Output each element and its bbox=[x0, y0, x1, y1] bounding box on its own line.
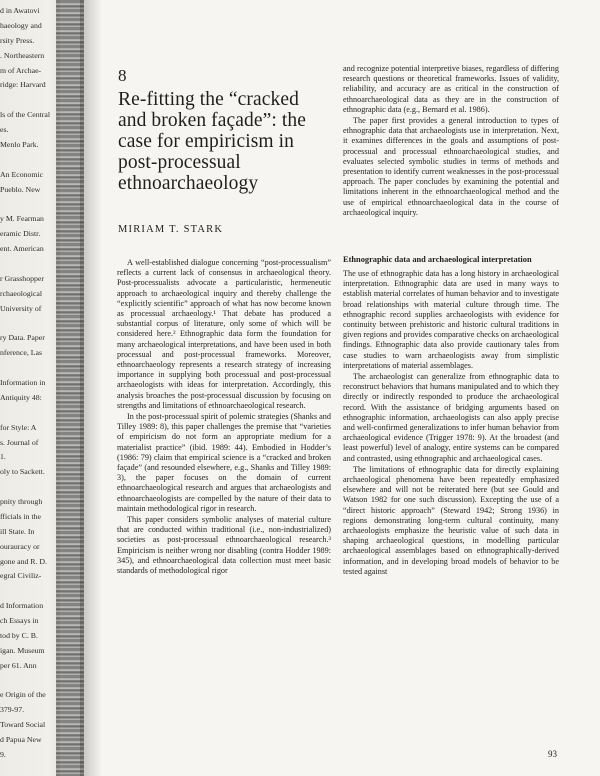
margin-fragment-line: . Northeastern bbox=[0, 50, 45, 60]
margin-fragment-line: nference, Las bbox=[0, 348, 42, 358]
paragraph: A well-established dialogue concerning “post-processualism” reflects a current lack of consensus in archaeological theory. Post-processualists advocate a particularistic, hermeneutic approach to archaeological inquiry and thereby challenge the “explicitly scientific” approach of what has now become known as processual archaeology.¹ That debate has produced a substantial corpus of literature, only some of which will be considered here.² Ethnographic data form the foundation for many archaeological interpretations, and have been used in both processual and post-processual frameworks. Moreover, ethnoarchaeology represents a research strategy of increasing importance in supplying both processual and post-processual archaeologists with ideas for interpretation. Accordingly, this analysis broaches the post-processual discussion by focusing on strengths and limitations of ethnoarchaeological research. bbox=[117, 258, 331, 410]
margin-fragment-line: d Papua New bbox=[0, 735, 42, 745]
margin-fragment-line: d in Awatovi bbox=[0, 6, 40, 15]
margin-fragment-line: Menlo Park. bbox=[0, 139, 39, 149]
margin-fragment-line: y M. Fearman bbox=[0, 214, 44, 224]
margin-fragment-line: ill State. In bbox=[0, 526, 35, 536]
margin-fragment-line: University of bbox=[0, 303, 42, 313]
margin-fragment-line: Antiquity 48: bbox=[0, 392, 42, 402]
paragraph: The limitations of ethnographic data for directly explaining archaeological phenomena have been repeatedly emphasized elsewhere and will not be reiterated here (but see Gould and Watson 1982 for one such discussion). Excepting the use of a “direct historic approach” (Steward 1942; Strong 1936) in regions demonstrating long-term cultural continuity, many archaeologists emphasize the heuristic value of such data in shaping archaeological questions, in modelling particular archaeological assemblages based on ethnographically-derived information, and in developing broad models of behavior to be tested against bbox=[343, 464, 559, 576]
chapter-title: Re-fitting the “cracked and broken façade”: the case for empiricism in post-processual ethnoarchaeology bbox=[118, 89, 306, 194]
margin-fragment-line: 1. bbox=[0, 452, 6, 462]
chapter-number: 8 bbox=[118, 66, 127, 85]
paragraph: The use of ethnographic data has a long history in archaeological interpretation. Ethnographic data are used in many ways to establish material correlates of human behavior and to investigate broad relationships with material culture through time. The ethnographic record supplies archaeologists with evidence for continuity between prehistoric and historic cultural traditions in given regions and provides comparative checks on archaeological findings. Ethnographic data also provide cautionary tales from case studies to warn archaeologists away from simplistic interpretations of material assemblages. bbox=[343, 269, 559, 370]
margin-fragment-line: fficials in the bbox=[0, 511, 41, 521]
margin-fragment-line: rsity Press. bbox=[0, 35, 35, 45]
margin-fragment-line: Pueblo. New bbox=[0, 184, 41, 194]
paragraph: This paper considers symbolic analyses of material culture that are conducted within traditional (i.e., non-industrialized) societies as post-processual ethnoarchaeological research.³ Empiricism is neither wrong nor disabling (contra Hodder 1989: 345), and ethnoarchaeological data collection must meet basic standards of methodological rigor bbox=[117, 515, 331, 576]
paragraph: In the post-processual spirit of polemic strategies (Shanks and Tilley 1989: 8), this paper challenges the premise that “varieties of empiricism do not form an appropriate medium for a materialist practice” (ibid. 1989: 44). Embodied in Hodder’s (1986: 79) claim that empirical science is a “cracked and broken façade” (and resounded elsewhere, e.g., Shanks and Tilley 1989: 3), the paper focuses on the domain of current ethnoarchaeological research and argues that archaeologists and ethnoarchaeologists are compelled by the nature of their data to maintain methodological rigor in research. bbox=[117, 412, 331, 513]
section-heading: Ethnographic data and archaeological interpretation bbox=[343, 255, 532, 264]
chapter-author: MIRIAM T. STARK bbox=[118, 224, 224, 235]
margin-fragment-line: per 61. Ann bbox=[0, 660, 37, 670]
margin-fragment-line: Information in bbox=[0, 378, 46, 387]
margin-fragment-line: Toward Social bbox=[0, 720, 46, 730]
margin-fragment-line: tod by C. B. bbox=[0, 630, 38, 640]
paragraph: and recognize potential interpretive biases, regardless of differing research questions or theoretical frameworks. Issues of validity, reliability, and accuracy are as critical in the construction of ethnoarchaeological data as they are in the construction of ethnographic data (e.g., Bernard et al. 1986). bbox=[343, 64, 559, 114]
previous-page-fragment bbox=[0, 0, 60, 776]
margin-fragment-line: 9. bbox=[0, 750, 6, 759]
margin-fragment-line: igan. Museum bbox=[0, 645, 45, 655]
margin-fragment-line: eramic Distr. bbox=[0, 229, 41, 239]
margin-fragment-line: ourauracy or bbox=[0, 541, 40, 551]
margin-fragment-line: pnity through bbox=[0, 497, 43, 507]
margin-fragment-line: e Origin of the bbox=[0, 690, 46, 700]
margin-fragment-line: rchaeological bbox=[0, 288, 42, 298]
margin-fragment-line: d Information bbox=[0, 601, 44, 611]
gutter-shadow bbox=[80, 0, 102, 776]
margin-fragment-line: s. Journal of bbox=[0, 437, 39, 447]
paragraph: The archaeologist can generalize from ethnographic data to reconstruct behaviors that humans manipulated and to which they directly or indirectly responded to produce the archaeological record. With the assistance of bridging arguments based on ethnographic information, archaeologists can also apply precise and well-confirmed generalizations to infer human behavior from archaeological evidence (Trigger 1978: 9). At the broadest (and least powerful) level of analogy, entire systems can be compared and contrasted, using ethnographic and archaeological cases. bbox=[343, 372, 559, 463]
margin-fragment-line: ry Data. Paper bbox=[0, 333, 45, 343]
margin-fragment-line: gone and R. D. bbox=[0, 556, 47, 566]
paragraph: The paper first provides a general introduction to types of ethnographic data that archaeologists use in interpretation. Next, it examines differences in the goals and assumptions of post-processual and processual ethnoarchaeological studies, and evaluates selected symbolic studies in terms of methods and presentation to identify current weaknesses in the post-processual approach. The paper concludes by examining the potential and limitations inherent in the ethnoarchaeological method and the use of empirical ethnoarchaeological data in the course of archaeological inquiry. bbox=[343, 116, 559, 217]
margin-fragment-line: oly to Sackett. bbox=[0, 467, 45, 477]
margin-fragment-line: es. bbox=[0, 125, 9, 135]
margin-fragment-line: ent. American bbox=[0, 244, 44, 254]
margin-fragment-line: 379-97. bbox=[0, 705, 25, 715]
margin-fragment-line: egral Civiliz- bbox=[0, 571, 42, 581]
right-column-bottom bbox=[343, 269, 559, 577]
margin-fragment-line: ridge: Harvard bbox=[0, 80, 46, 90]
margin-fragment-line: r Grasshopper bbox=[0, 273, 44, 283]
margin-fragment-line: ls of the Central bbox=[0, 110, 51, 120]
right-column-top bbox=[343, 64, 559, 218]
margin-fragment-line: for Style: A bbox=[0, 422, 37, 432]
margin-fragment-line: haeology and bbox=[0, 20, 42, 30]
margin-fragment-line: m of Archae- bbox=[0, 65, 42, 75]
page-number: 93 bbox=[548, 749, 557, 759]
left-column bbox=[117, 258, 331, 576]
margin-fragment-line: ch Essays in bbox=[0, 616, 39, 626]
margin-fragment-line: An Economic bbox=[0, 169, 44, 179]
